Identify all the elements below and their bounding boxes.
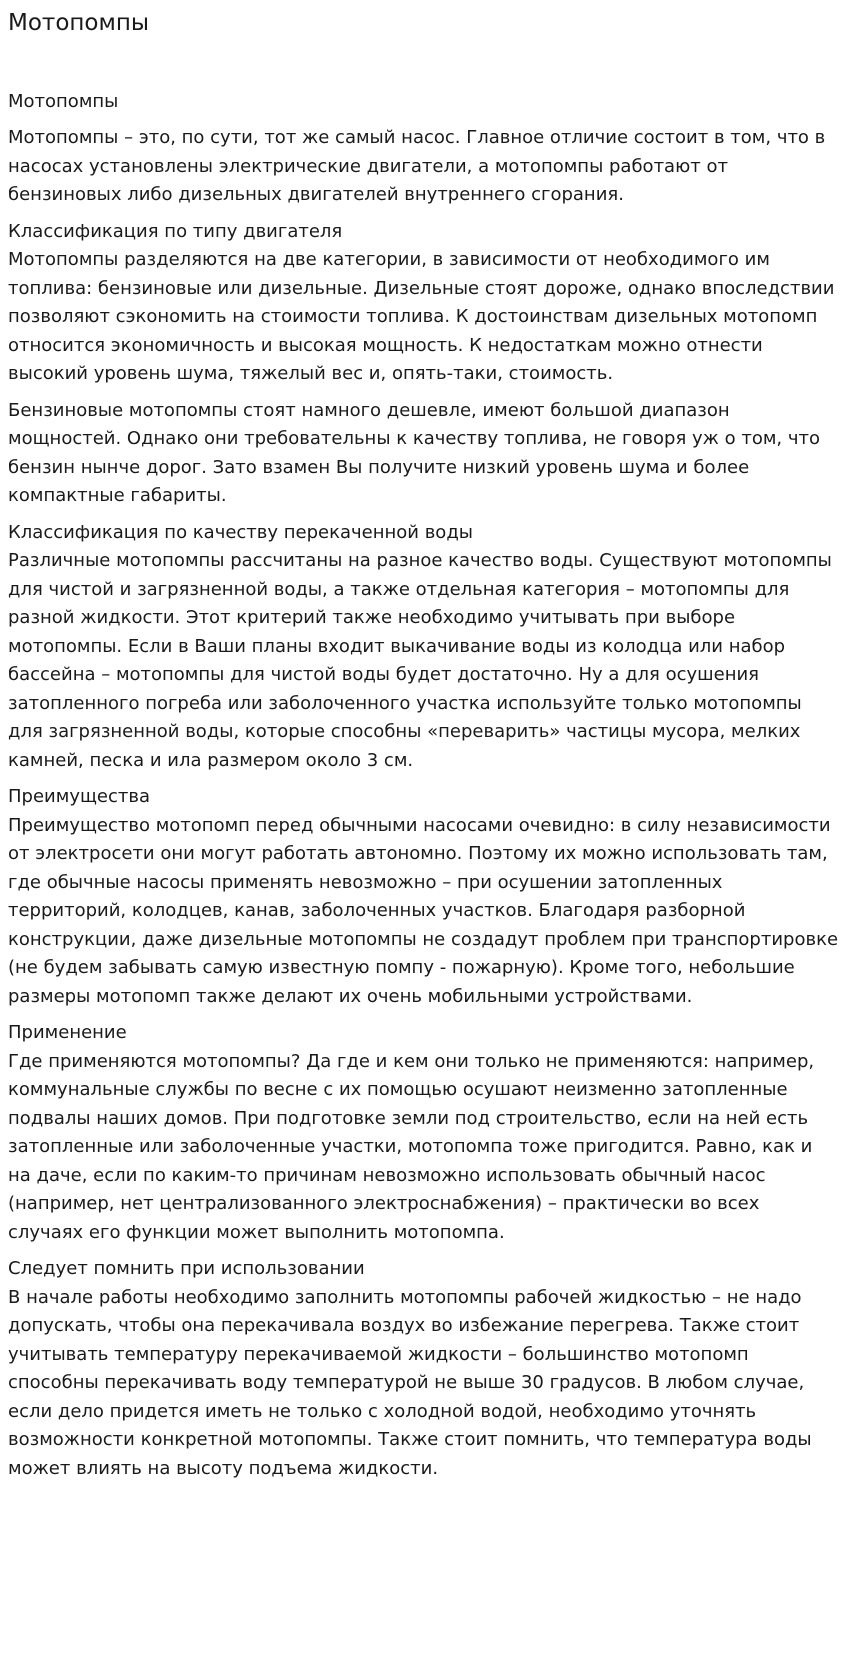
article-lead-heading: Мотопомпы [8, 91, 119, 112]
section-petrol [8, 397, 839, 511]
section-text: Мотопомпы разделяются на две категории, в зависимости от необходимого им топлива: бензиновые или дизельные. Дизельные стоят дороже, однако впоследствии позволяют сэкономить на стоимости топлива. К достоинствам дизельных мотопомп относится экономичность и высокая мощность. К недостаткам можно отнести высокий уровень шума, тяжелый вес и, опять-таки, стоимость. [8, 249, 835, 384]
section-application [8, 1019, 839, 1247]
section-text: Преимущество мотопомп перед обычными насосами очевидно: в силу независимости от электросети они могут работать автономно. Поэтому их можно использовать там, где обычные насосы применять невозможно – при осушении затопленных территорий, колодцев, канав, заболоченных участков. Благодаря разборной конструкции, даже дизельные мотопомпы не создадут проблем при транспортировке (не будем забывать самую известную помпу - пожарную). Кроме того, небольшие размеры мотопомп также делают их очень мобильными устройствами. [8, 814, 839, 1007]
section-usage-notes [8, 1255, 839, 1483]
section-text: Различные мотопомпы рассчитаны на разное качество воды. Существуют мотопомпы для чистой и загрязненной воды, а также отдельная категория – мотопомпы для разной жидкости. Этот критерий также необходимо учитывать при выборе мотопомпы. Если в Ваши планы входит выкачивание воды из колодца или набор бассейна – мотопомпы для чистой воды будет достаточно. Ну а для осушения затопленного погреба или заболоченного участка используйте только мотопомпы для загрязненной воды, которые способны «переварить» частицы мусора, мелких камней, песка и ила размером около 3 см. [8, 550, 832, 771]
section-heading: Классификация по качеству перекаченной воды [8, 521, 473, 543]
section-heading: Применение [8, 1022, 127, 1043]
section-engine-type [8, 218, 839, 389]
section-text: Где применяются мотопомпы? Да где и кем они только не применяются: например, коммунальные службы по весне с их помощью осушают неизменно затопленные подвалы наших домов. При подготовке земли под строительство, если на ней есть затопленные или заболоченные участки, мотопомпа тоже пригодится. Равно, как и на даче, если по каким-то причинам невозможно использовать обычный насос (например, нет централизованного электроснабжения) – практически во всех случаях его функции может выполнить мотопомпа. [8, 1050, 815, 1243]
section-text: В начале работы необходимо заполнить мотопомпы рабочей жидкостью – не надо допускать, чтобы она перекачивала воздух во избежание перегрева. Также стоит учитывать температуру перекачиваемой жидкости – большинство мотопомп способны перекачивать воду температурой не выше 30 градусов. В любом случае, если дело придется иметь не только с холодной водой, необходимо уточнять возможности конкретной мотопомпы. Также стоит помнить, что температура воды может влиять на высоту подъема жидкости. [8, 1286, 812, 1479]
article-intro: Мотопомпы – это, по сути, тот же самый насос. Главное отличие состоит в том, что в насосах установлены электрические двигатели, а мотопомпы работают от бензиновых либо дизельных двигателей внутреннего сгорания. [8, 127, 826, 205]
section-water-quality [8, 519, 839, 776]
section-heading: Следует помнить при использовании [8, 1258, 365, 1279]
section-advantages [8, 783, 839, 1011]
section-heading: Преимущества [8, 786, 151, 807]
page-title: Мотопомпы [8, 10, 150, 36]
section-heading: Классификация по типу двигателя [8, 220, 343, 242]
section-text: Бензиновые мотопомпы стоят намного дешевле, имеют большой диапазон мощностей. Однако они требовательны к качеству топлива, не говоря уж о том, что бензин нынче дорог. Зато взамен Вы получите низкий уровень шума и более компактные габариты. [8, 399, 820, 506]
